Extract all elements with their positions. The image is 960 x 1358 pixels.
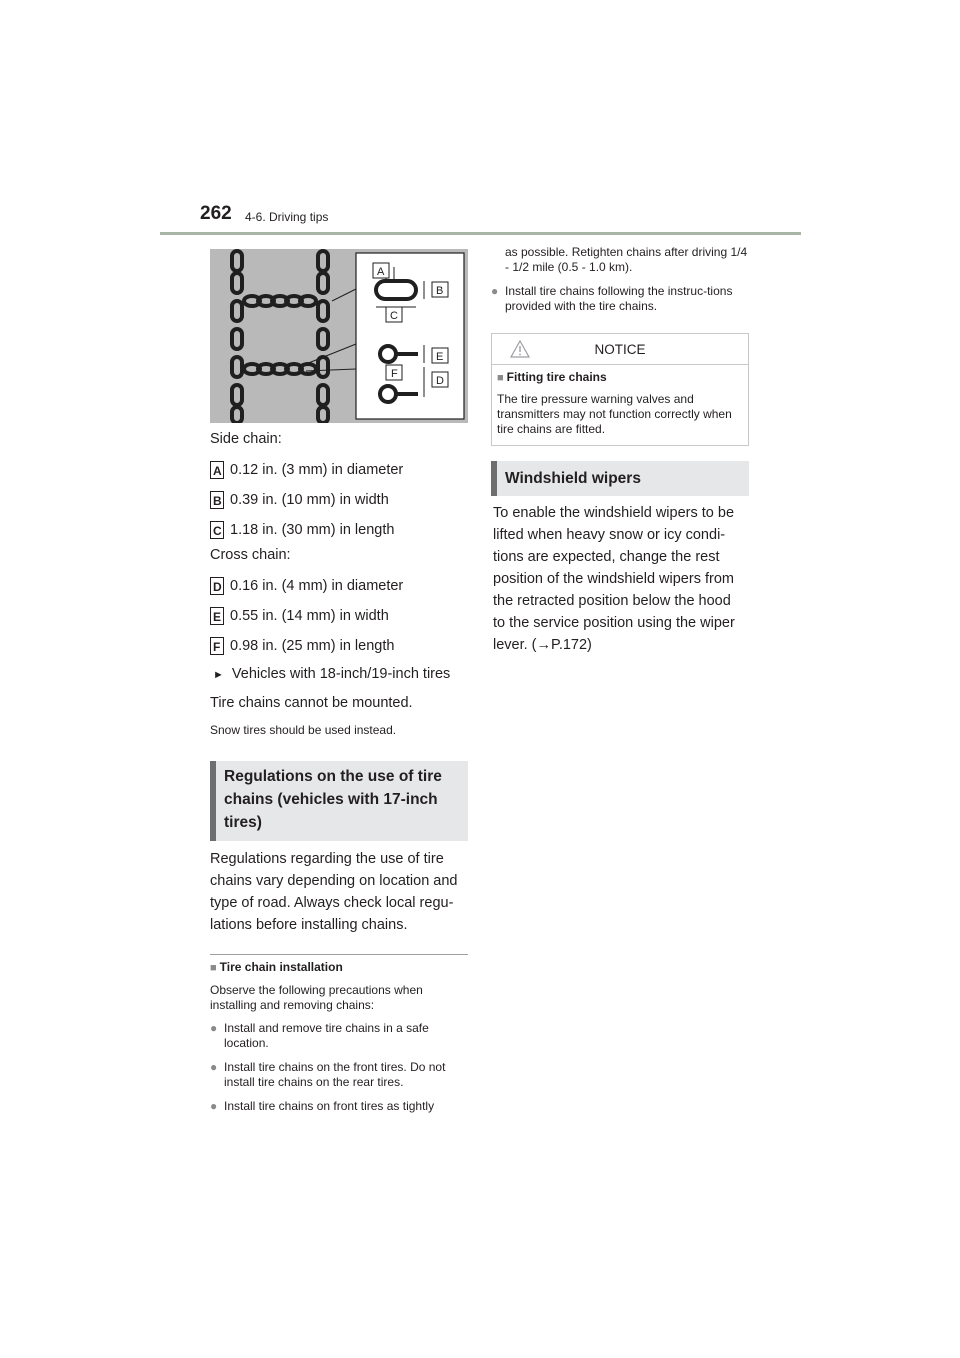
side-chain-list bbox=[210, 459, 403, 541]
spec-row bbox=[210, 459, 403, 481]
spec-text: 0.55 in. (14 mm) in width bbox=[230, 608, 389, 624]
callout-a-label: A bbox=[377, 266, 385, 278]
snow-tires-text: Snow tires should be used instead. bbox=[210, 723, 397, 737]
callout-e-label: E bbox=[436, 351, 444, 363]
circle-bullet-icon: ● bbox=[210, 1099, 218, 1113]
spec-text: 0.16 in. (4 mm) in diameter bbox=[230, 578, 404, 594]
square-bullet-icon: ■ bbox=[210, 962, 217, 974]
header-divider bbox=[160, 232, 801, 235]
spec-text: 0.12 in. (3 mm) in diameter bbox=[230, 462, 404, 478]
spec-row bbox=[210, 635, 403, 657]
circle-bullet-icon: ● bbox=[210, 1021, 218, 1035]
tire-chain-diagram bbox=[210, 249, 468, 423]
list-item bbox=[210, 1060, 468, 1090]
callout-b-label: B bbox=[436, 285, 444, 297]
spec-text: 0.39 in. (10 mm) in width bbox=[230, 492, 389, 508]
spec-text: 1.18 in. (30 mm) in length bbox=[230, 522, 395, 538]
spec-text: 0.98 in. (25 mm) in length bbox=[230, 638, 395, 654]
list-item-text: Install tire chains on the front tires. Do not install tire chains on the rear tires. bbox=[224, 1060, 446, 1089]
vehicles-condition-text: Vehicles with 18-inch/19-inch tires bbox=[231, 666, 451, 682]
spec-row bbox=[210, 605, 403, 627]
notice-box bbox=[491, 333, 749, 446]
notice-header bbox=[492, 334, 748, 365]
list-item-text: Install tire chains on front tires as tightly bbox=[224, 1099, 435, 1113]
section-title: 4-6. Driving tips bbox=[245, 210, 329, 224]
list-item-text: Install and remove tire chains in a safe location. bbox=[224, 1021, 429, 1050]
callout-f-label: F bbox=[391, 368, 398, 380]
cannot-mount-text: Tire chains cannot be mounted. bbox=[210, 695, 413, 711]
notice-title: NOTICE bbox=[594, 341, 646, 357]
notice-subheading bbox=[492, 365, 748, 386]
wipers-heading: Windshield wipers bbox=[491, 461, 749, 496]
list-item bbox=[210, 1099, 474, 1114]
vehicles-condition bbox=[213, 663, 450, 686]
letter-badge: C bbox=[210, 521, 224, 539]
letter-badge: B bbox=[210, 491, 224, 509]
spec-row bbox=[210, 519, 403, 541]
side-chain-title: Side chain: bbox=[210, 431, 282, 447]
circle-bullet-icon: ● bbox=[210, 1060, 218, 1074]
spec-row bbox=[210, 489, 403, 511]
callout-d-label: D bbox=[436, 375, 444, 387]
cross-chain-list bbox=[210, 575, 403, 657]
letter-badge: A bbox=[210, 461, 224, 479]
regulations-heading: Regulations on the use of tire chains (vehicles with 17-inch tires) bbox=[210, 761, 468, 841]
list-item-text: Install tire chains following the instruc-tions provided with the tire chains. bbox=[505, 284, 733, 313]
wipers-body: To enable the windshield wipers to be lifted when heavy snow or icy condi-tions are expected, change the rest position of the windshield wipers from the retracted position below the hood to the service position using the wiper lever. (→P.172) bbox=[493, 505, 735, 653]
letter-badge: D bbox=[210, 577, 224, 595]
warning-triangle-icon bbox=[510, 340, 530, 358]
list-item bbox=[491, 284, 749, 314]
installation-heading bbox=[210, 960, 343, 976]
triangle-arrow-icon: ► bbox=[213, 669, 224, 681]
cross-chain-title: Cross chain: bbox=[210, 547, 291, 563]
letter-badge: F bbox=[210, 637, 224, 655]
installation-intro: Observe the following precautions when installing and removing chains: bbox=[210, 983, 423, 1012]
installation-heading-text: Tire chain installation bbox=[219, 960, 343, 974]
square-bullet-icon: ■ bbox=[497, 372, 504, 384]
divider bbox=[210, 954, 468, 955]
regulations-body: Regulations regarding the use of tire chains vary depending on location and type of road. Always check local regu-lations before installing chains. bbox=[210, 851, 458, 933]
list-item bbox=[210, 1021, 468, 1051]
continued-text: as possible. Retighten chains after driving 1/4 - 1/2 mile (0.5 - 1.0 km). bbox=[505, 245, 748, 274]
page-number: 262 bbox=[200, 203, 232, 224]
spec-row bbox=[210, 575, 403, 597]
notice-subheading-text: Fitting tire chains bbox=[506, 370, 607, 384]
callout-c-label: C bbox=[390, 310, 398, 322]
letter-badge: E bbox=[210, 607, 224, 625]
notice-text: The tire pressure warning valves and transmitters may not function correctly when tire chains are fitted. bbox=[497, 392, 732, 436]
circle-bullet-icon: ● bbox=[491, 284, 499, 298]
